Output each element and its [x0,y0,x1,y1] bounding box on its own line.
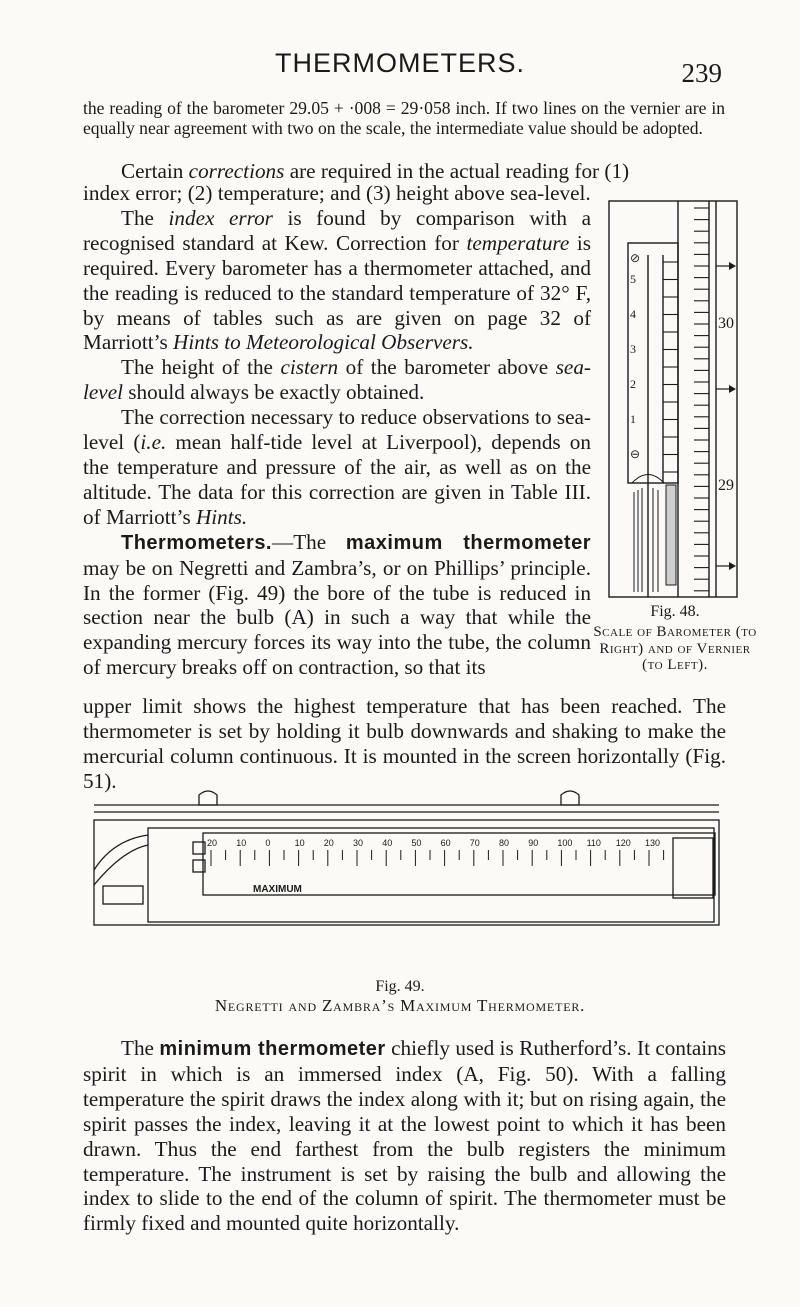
running-head: THERMOMETERS. [274,48,525,78]
fig48-caption [590,604,760,674]
thermo-scale-number: 90 [528,838,539,848]
thermo-scale-number: 80 [499,838,510,848]
maximum-word: MAXIMUM [253,884,302,895]
thermometers-paragraph: Thermometers.—The maximum thermometer may be on Negretti and Zambra’s, or on Phillips’ principle. In the former (Fig. 49) the bore of the tube is reduced in section near the bulb (A) in such a way that while the expanding mercury forces its way into the tube, the column of mercury breaks off on contraction, so that its [83,529,591,680]
index-error-paragraph: The index error is found by comparison with a recognised standard at Kew. Correction for temperature is required. Every barometer has a thermometer attached, and the reading is reduced to the standard temperature of 32° F, by means of tables such as are given on page 32 of Marriott’s Hints to Meteorological Observers. [83,205,591,355]
thermo-scale-number: 130 [645,838,661,848]
fig48-label: Fig. 48. [650,603,700,620]
fig49-maximum-thermometer [93,790,720,932]
thermo-scale-number: 100 [557,838,573,848]
page-number: 239 [681,58,722,88]
vernier-label-5: 5 [630,272,636,286]
fig48-barometer-scale [608,200,738,598]
fig48-description: Scale of Barometer (to Right) and of Vernier (to Left). [593,624,757,674]
sea-level-paragraph: The correction necessary to reduce observations to sea-level (i.e. mean half-tide level at Liverpool), depends on the temperature and pressure of the air, as well as on the altitude. The data for this correction are given in Table III. of Marriott’s Hints. [83,405,591,529]
thermo-scale-number: 10 [294,838,305,848]
thermo-scale-number: 60 [440,838,451,848]
thermo-scale-number: 70 [469,838,480,848]
section-heading: Thermometers. [121,531,272,554]
vernier-label-2: 2 [630,377,636,391]
vernier-label-4: 4 [630,307,636,321]
thermo-scale-number: 20 [207,838,218,848]
thermo-scale-number: 10 [236,838,247,848]
cistern-paragraph: The height of the cistern of the barometer above sea-level should always be exactly obtained. [83,355,591,405]
thermo-scale-number: 30 [353,838,364,848]
vernier-label-0: ⊘ [630,251,641,265]
minimum-paragraph: The minimum thermometer chiefly used is Rutherford’s. It contains spirit in which is an immersed index (A, Fig. 50). With a falling temperature the spirit draws the index along with it; but on rising again, the spirit passes the index, leaving it at the lowest point to which it has been drawn. Thus the end farthest from the bulb registers the minimum temperature. The instrument is set by raising the bulb and allowing the index to slide to the end of the column of spirit. The thermometer must be firmly fixed and mounted quite horizontally. [83,1036,726,1236]
intro-paragraph: the reading of the barometer 29.05 + ·008 = 29·058 inch. If two lines on the vernier are in equally near agreement with two on the scale, the intermediate value should be adopted. [83,98,725,138]
thermo-scale-number: 0 [265,838,271,848]
fig49-description: Negretti and Zambra’s Maximum Thermometer. [214,996,586,1015]
vernier-label-end: ⊖ [630,447,641,461]
vernier-label-1: 1 [630,412,636,426]
narrow-column [83,181,591,680]
corrections-line: Certain corrections are required in the actual reading for (1) [121,159,630,183]
thermo-scale-number: 50 [411,838,422,848]
fig49-caption [0,977,800,1015]
scale-label-30: 30 [718,315,734,332]
thermo-scale-number: 120 [615,838,631,848]
scale-label-29: 29 [718,477,734,494]
thermo-scale-number: 20 [323,838,334,848]
vernier-label-3: 3 [630,342,636,356]
thermo-scale-number: 40 [382,838,393,848]
fig49-label: Fig. 49. [375,978,425,995]
thermo-scale-number: 110 [586,838,601,848]
corrections-paragraph-end: index error; (2) temperature; and (3) height above sea-level. [83,181,591,205]
thermometers-paragraph-cont: upper limit shows the highest temperature that has been reached. The thermometer is set by holding it bulb downwards and shaking to make the mercurial column continuous. It is mounted in the screen horizontally (Fig. 51). [83,694,726,793]
